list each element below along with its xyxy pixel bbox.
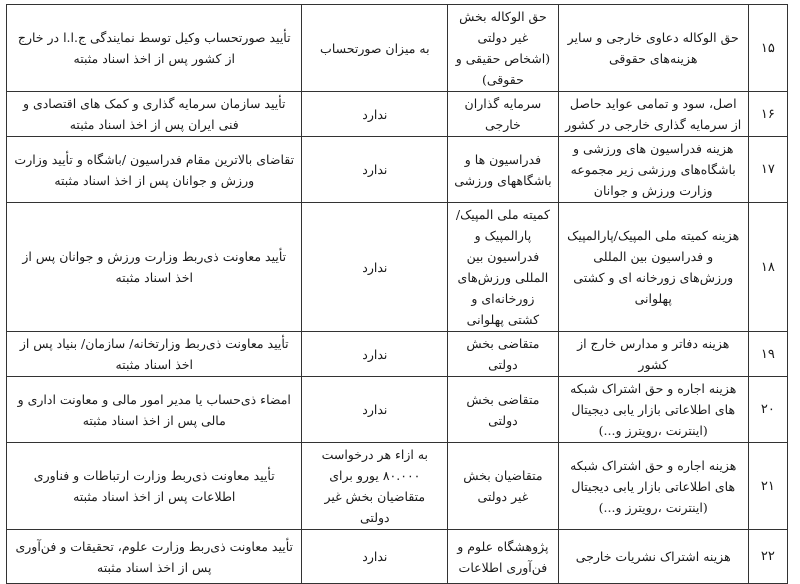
ceiling: ندارد	[302, 377, 448, 443]
table-row	[7, 137, 788, 203]
expense-description: هزینه اشتراک نشریات خارجی	[558, 530, 748, 584]
ceiling: به ازاء هر درخواست ۸۰.۰۰۰ یورو برای متقاضیان بخش غیر دولتی	[302, 443, 448, 530]
row-number: ۱۹	[748, 332, 787, 377]
table-row	[7, 443, 788, 530]
row-number: ۱۸	[748, 203, 787, 332]
expense-description: هزینه کمیته ملی المپیک/پارالمپیک و فدراسیون بین المللی ورزش‌های زورخانه ای و کشتی پهلوانی	[558, 203, 748, 332]
approval-authority: امضاء ذی‌حساب یا مدیر امور مالی و معاونت اداری و مالی پس از اخذ اسناد مثبته	[7, 377, 302, 443]
table-row	[7, 203, 788, 332]
table-row	[7, 377, 788, 443]
expense-description: حق الوکاله دعاوی خارجی و سایر هزینه‌های حقوقی	[558, 5, 748, 92]
row-number: ۱۵	[748, 5, 787, 92]
ceiling: به میزان صورتحساب	[302, 5, 448, 92]
table-row	[7, 332, 788, 377]
ceiling: ندارد	[302, 332, 448, 377]
approval-authority: تأیید معاونت ذی‌ربط وزارت علوم، تحقیقات و فن‌آوری پس از اخذ اسناد مثبته	[7, 530, 302, 584]
row-number: ۱۷	[748, 137, 787, 203]
expense-description: هزینه فدراسیون های ورزشی و باشگاه‌های ورزشی زیر مجموعه وزارت ورزش و جوانان	[558, 137, 748, 203]
approval-authority: تقاضای بالاترین مقام فدراسیون /باشگاه و تأیید وزارت ورزش و جوانان پس از اخذ اسناد مثبته	[7, 137, 302, 203]
beneficiary: متقاضیان بخش غیر دولتی	[448, 443, 559, 530]
ceiling: ندارد	[302, 92, 448, 137]
ceiling: ندارد	[302, 530, 448, 584]
beneficiary: کمیته ملی المپیک/پارالمپیک و فدراسیون بین المللی ورزش‌های زورخانه‌ای و کشتی پهلوانی	[448, 203, 559, 332]
beneficiary: فدراسیون ها و باشگاههای ورزشی	[448, 137, 559, 203]
row-number: ۲۰	[748, 377, 787, 443]
approval-authority: تأیید سازمان سرمایه گذاری و کمک های اقتصادی و فنی ایران پس از اخذ اسناد مثبته	[7, 92, 302, 137]
beneficiary: متقاضی بخش دولتی	[448, 332, 559, 377]
ceiling: ندارد	[302, 203, 448, 332]
expense-description: هزینه اجاره و حق اشتراک شبکه های اطلاعاتی بازار یابی دیجیتال (اینترنت ،رویترز و...)	[558, 443, 748, 530]
table-row	[7, 92, 788, 137]
expense-description: اصل، سود و تمامی عواید حاصل از سرمایه گذاری خارجی در کشور	[558, 92, 748, 137]
beneficiary: پژوهشگاه علوم و فن‌آوری اطلاعات	[448, 530, 559, 584]
row-number: ۲۱	[748, 443, 787, 530]
beneficiary: سرمایه گذاران خارجی	[448, 92, 559, 137]
row-number: ۱۶	[748, 92, 787, 137]
ceiling: ندارد	[302, 137, 448, 203]
table-row	[7, 5, 788, 92]
expense-description: هزینه اجاره و حق اشتراک شبکه های اطلاعاتی بازار یابی دیجیتال (اینترنت ،رویترز و...)	[558, 377, 748, 443]
table-row	[7, 530, 788, 584]
approval-authority: تأیید معاونت ذی‌ربط وزارت ارتباطات و فناوری اطلاعات پس از اخذ اسناد مثبته	[7, 443, 302, 530]
approval-authority: تأیید معاونت ذی‌ربط وزارت ورزش و جوانان پس از اخذ اسناد مثبته	[7, 203, 302, 332]
beneficiary: متقاضی بخش دولتی	[448, 377, 559, 443]
beneficiary: حق الوکاله بخش غیر دولتی (اشخاص حقیقی و حقوقی)	[448, 5, 559, 92]
currency-allocation-table	[6, 4, 788, 584]
approval-authority: تأیید صورتحساب وکیل توسط نمایندگی ج.ا.ا در خارج از کشور پس از اخذ اسناد مثبته	[7, 5, 302, 92]
expense-description: هزینه دفاتر و مدارس خارج از کشور	[558, 332, 748, 377]
approval-authority: تأیید معاونت ذی‌ربط وزارتخانه/ سازمان/ بنیاد پس از اخذ اسناد مثبته	[7, 332, 302, 377]
row-number: ۲۲	[748, 530, 787, 584]
